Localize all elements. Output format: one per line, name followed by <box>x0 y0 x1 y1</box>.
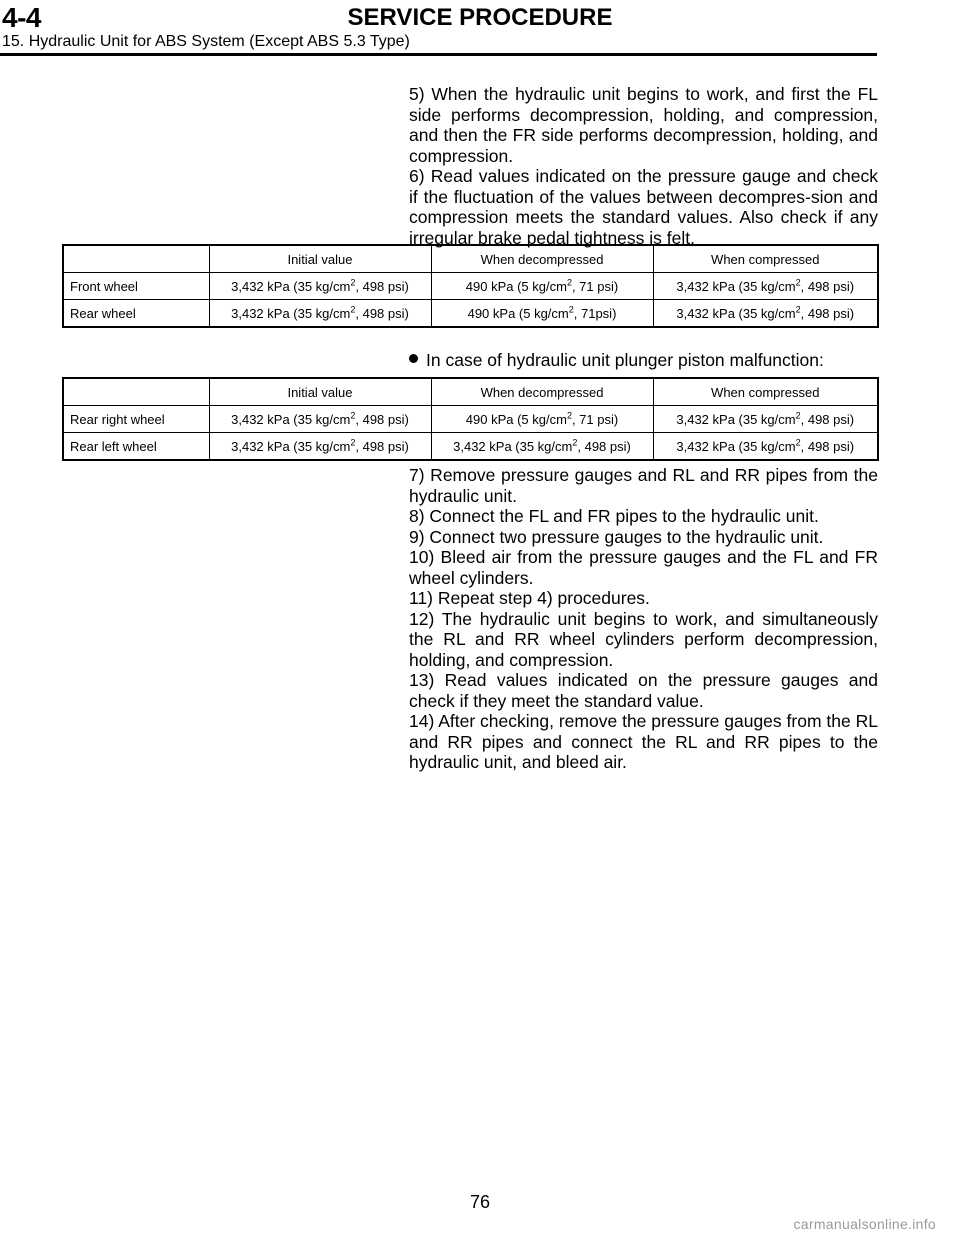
table-cell: 3,432 kPa (35 $kg/cm^2$, 498 psi) <box>653 433 878 461</box>
page-header <box>0 0 960 60</box>
step-5: 5) When the hydraulic unit begins to work, and first the FL side performs decompression, holding, and compression, and then the FR side performs decompression, holding, and compression. <box>409 84 878 166</box>
step-13: 13) Read values indicated on the pressure gauges and check if they meet the standard value. <box>409 670 878 711</box>
table-cell: 490 kPa (5 $kg/cm^2$, 71psi) <box>431 300 653 328</box>
table-cell: 3,432 kPa (35 $kg/cm^2$, 498 psi) <box>209 406 431 433</box>
table-cell: 490 kPa (5 $kg/cm^2$, 71 psi) <box>431 406 653 433</box>
watermark: carmanualsonline.info <box>793 1216 936 1232</box>
section-number: 4-4 <box>2 2 41 33</box>
section-subtitle: 15. Hydraulic Unit for ABS System (Except ABS 5.3 Type) <box>2 33 410 50</box>
row-label: Rear right wheel <box>63 406 209 433</box>
pressure-spec-table <box>62 244 879 328</box>
page-number: 76 <box>469 1192 491 1212</box>
table-cell: 3,432 kPa (35 $kg/cm^2$, 498 psi) <box>431 433 653 461</box>
table-cell: 3,432 kPa (35 $kg/cm^2$, 498 psi) <box>653 273 878 300</box>
procedure-steps-part1 <box>409 84 878 248</box>
table-cell: 3,432 kPa (35 $kg/cm^2$, 498 psi) <box>209 273 431 300</box>
step-8: 8) Connect the FL and FR pipes to the hydraulic unit. <box>409 506 819 526</box>
table-row <box>63 300 878 328</box>
table-header-cell: When decompressed <box>431 245 653 273</box>
table-header-row <box>63 245 878 273</box>
table-cell: 3,432 kPa (35 $kg/cm^2$, 498 psi) <box>209 433 431 461</box>
table-header-cell: When compressed <box>653 378 878 406</box>
header-rule <box>0 53 877 56</box>
section-title: SERVICE PROCEDURE <box>347 4 613 31</box>
step-9: 9) Connect two pressure gauges to the hydraulic unit. <box>409 526 824 547</box>
step-6: 6) Read values indicated on the pressure gauge and check if the fluctuation of the values between decompres-sion and compression meets the standard values. Also check if any irregular brake pedal tightness is felt. <box>409 166 878 248</box>
table-header-cell: Initial value <box>209 378 431 406</box>
row-label: Front wheel <box>63 273 209 300</box>
table-header-cell <box>63 378 209 406</box>
table-cell: 490 kPa (5 $kg/cm^2$, 71 psi) <box>431 273 653 300</box>
table-row <box>63 273 878 300</box>
malfunction-note-text: In case of hydraulic unit plunger piston malfunction: <box>426 350 824 370</box>
malfunction-spec-table <box>62 377 879 461</box>
step-10: 10) Bleed air from the pressure gauges and the FL and FR wheel cylinders. <box>409 547 878 588</box>
table-cell: 3,432 kPa (35 $kg/cm^2$, 498 psi) <box>653 406 878 433</box>
step-11: 11) Repeat step 4) procedures. <box>409 588 650 608</box>
malfunction-note <box>409 350 824 371</box>
row-label: Rear wheel <box>63 300 209 328</box>
procedure-steps-part2 <box>409 465 878 773</box>
step-7: 7) Remove pressure gauges and RL and RR pipes from the hydraulic unit. <box>409 465 878 506</box>
table-header-cell: When compressed <box>653 245 878 273</box>
table-row <box>63 433 878 461</box>
row-label: Rear left wheel <box>63 433 209 461</box>
table-header-row <box>63 378 878 406</box>
step-12: 12) The hydraulic unit begins to work, and simultaneously the RL and RR wheel cylinders perform decompression, holding, and compression. <box>409 608 878 670</box>
table-cell: 3,432 kPa (35 $kg/cm^2$, 498 psi) <box>209 300 431 328</box>
table-cell: 3,432 kPa (35 $kg/cm^2$, 498 psi) <box>653 300 878 328</box>
table-header-cell: When decompressed <box>431 378 653 406</box>
step-14: 14) After checking, remove the pressure gauges from the RL and RR pipes and connect the RL and RR pipes to the hydraulic unit, and bleed air. <box>409 711 878 772</box>
table-header-cell: Initial value <box>209 245 431 273</box>
table-row <box>63 406 878 433</box>
bullet-icon <box>409 354 418 363</box>
table-header-cell <box>63 245 209 273</box>
